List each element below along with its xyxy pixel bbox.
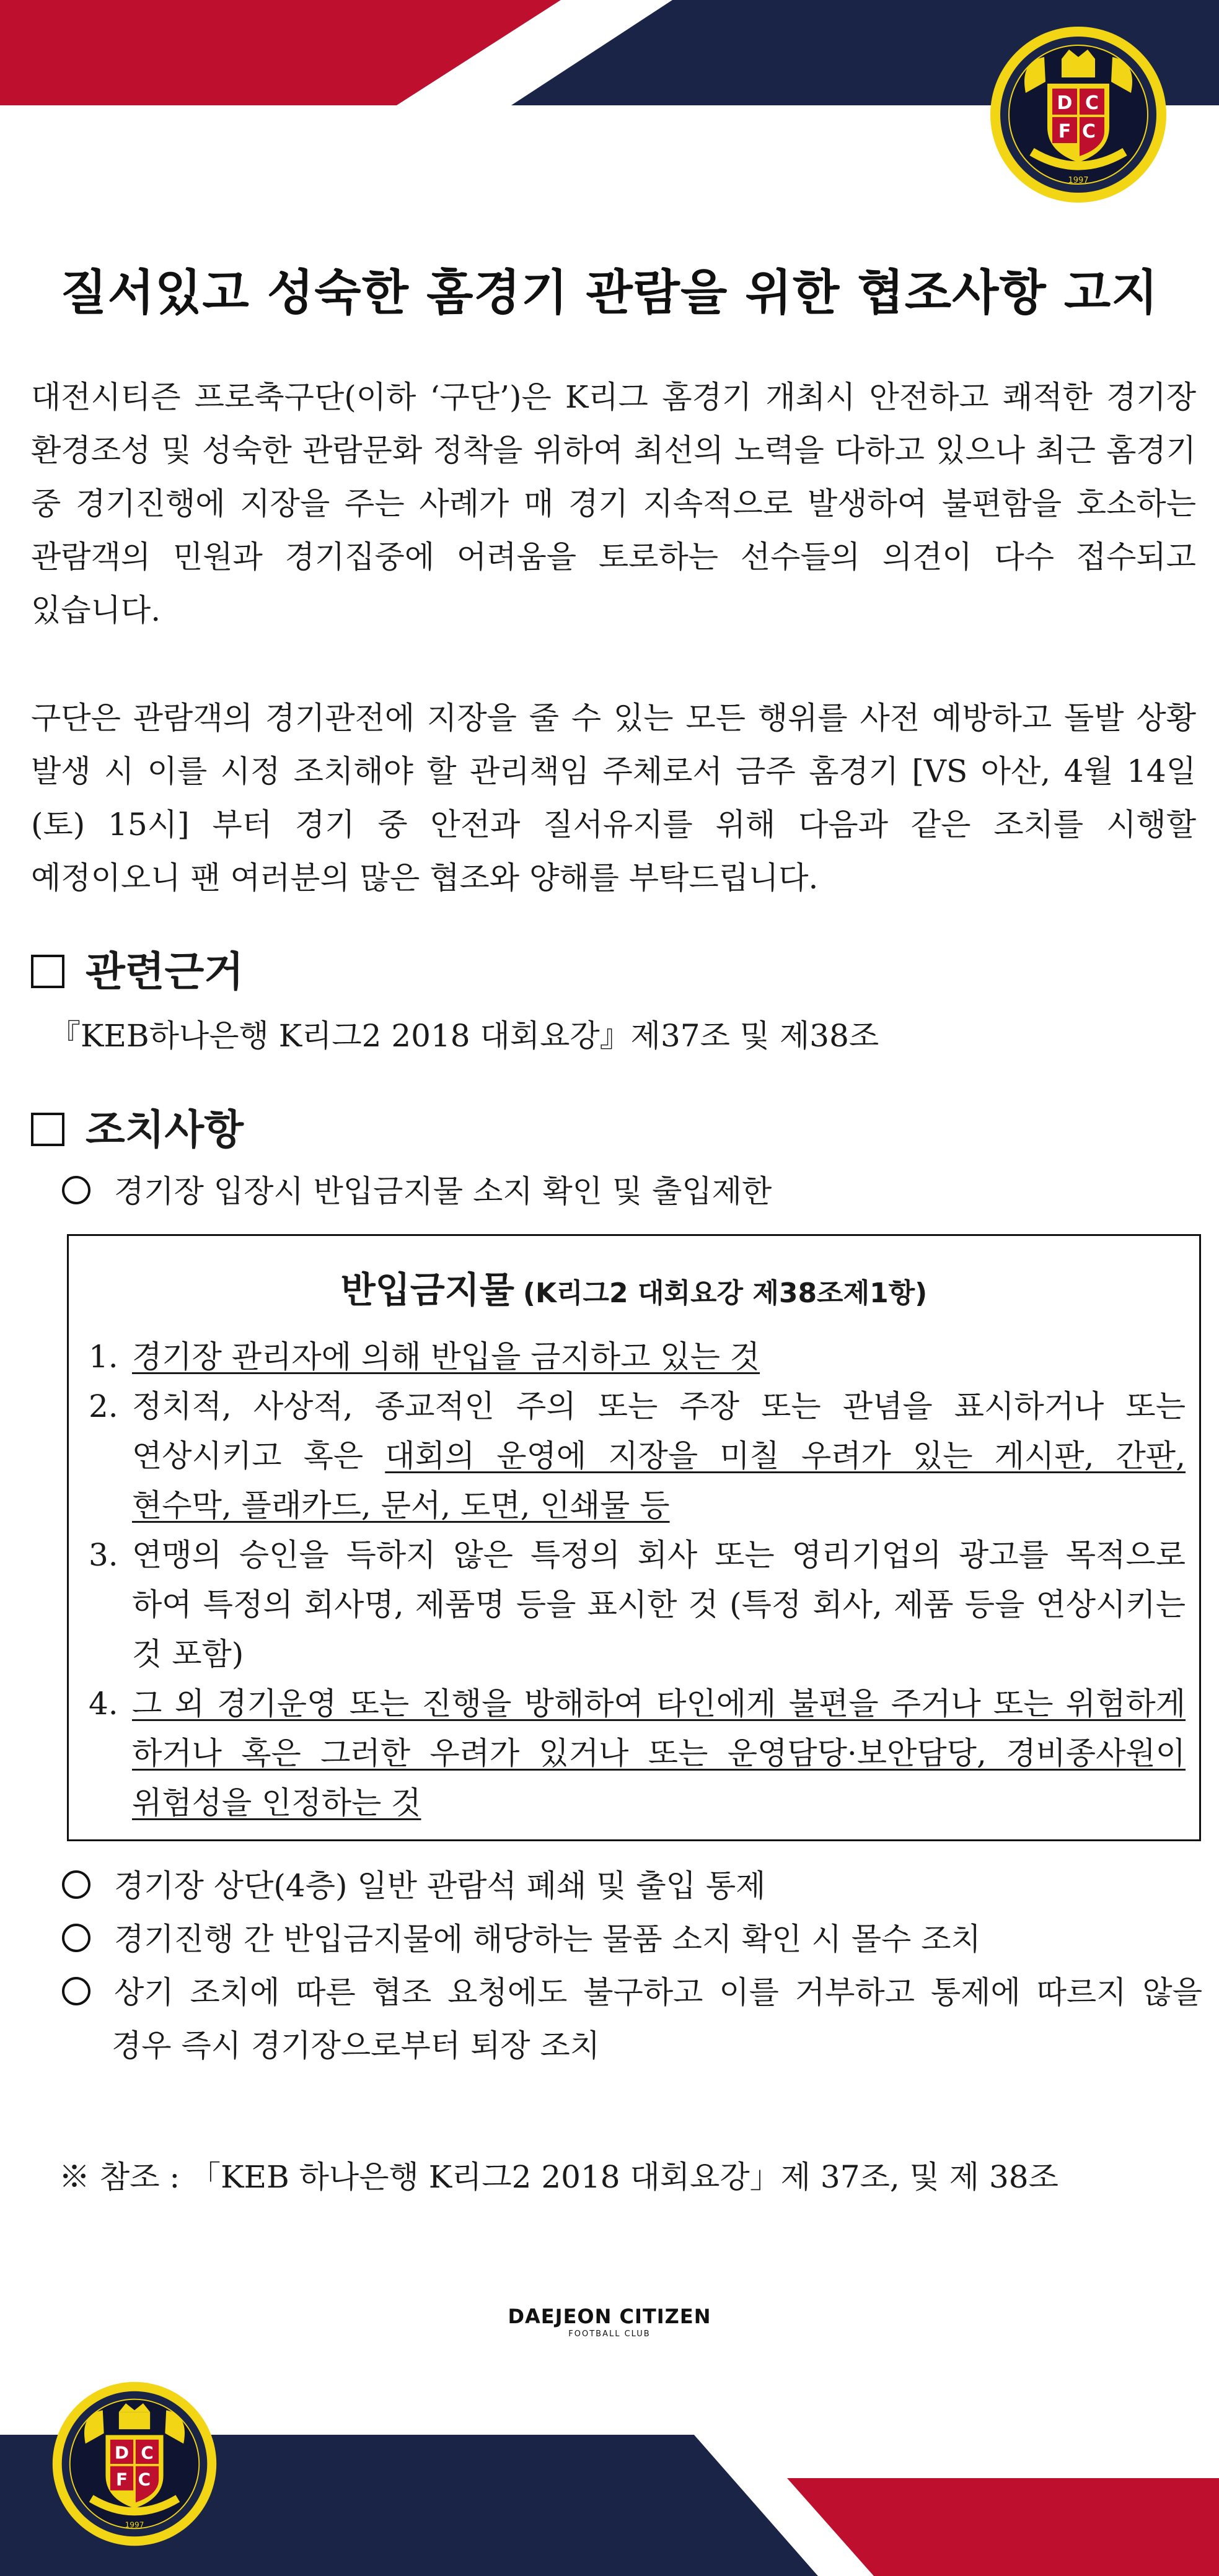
item-text — [132, 1530, 1186, 1679]
notice-paragraph: 구단은 관람객의 경기관전에 지장을 줄 수 있는 모든 행위를 사전 예방하고 돌발 상황 발생 시 이를 시정 조치해야 할 관리책임 주체로서 금주 홈경기 [VS 아산, 4월 14일(토) 15시] 부터 경기 중 안전과 질서유지를 위해 다음과 같은 조치를 시행할 예정이오니 팬 여러분의 많은 협조와 양해를 부탁드립니다. — [31, 700, 1196, 896]
intro-paragraph: 대전시티즌 프로축구단(이하 ‘구단’)은 K리그 홈경기 개최시 안전하고 쾌적한 경기장 환경조성 및 성숙한 관람문화 정착을 위하여 최선의 노력을 다하고 있으나 최근 홈경기 중 경기진행에 지장을 주는 사례가 매 경기 지속적으로 발생하여 불편함을 호소하는 관람객의 민원과 경기집중에 어려움을 토로하는 선수들의 의견이 다수 접수되고 있습니다. — [31, 379, 1196, 628]
prohibited-item — [89, 1530, 1186, 1679]
circle-bullet-icon — [62, 1176, 90, 1204]
item-text — [132, 1332, 1186, 1382]
section-measures-heading: 조치사항 — [31, 1097, 244, 1155]
item-number: 3. — [89, 1537, 118, 1573]
svg-text:C: C — [1085, 92, 1099, 114]
svg-text:C: C — [138, 2469, 151, 2490]
svg-text:D: D — [1057, 92, 1073, 114]
circle-bullet-icon — [62, 1870, 90, 1899]
underlined-text: 대회의 운영에 지장을 미칠 우려가 있는 게시판, 간판, 현수막, 플래카드, 문서, 도면, 인쇄물 등 — [132, 1438, 1186, 1523]
box-title: 반입금지물 (K리그2 대회요강 제38조제1항) — [340, 1269, 928, 1311]
measure-item: 상기 조치에 따른 협조 요청에도 불구하고 이를 거부하고 통제에 따르지 않을 경우 즉시 경기장으로부터 퇴장 조치 — [62, 1966, 1202, 2072]
basis-text: 『KEB하나은행 K리그2 2018 대회요강』제37조 및 제38조 — [50, 1018, 879, 1054]
underlined-text: 그 외 경기운영 또는 진행을 방해하여 타인에게 불편을 주거나 또는 위험하게 하거나 혹은 그러한 우려가 있거나 또는 운영담당·보안담당, 경비종사원이 위험성을 인정하는 것 — [132, 1686, 1186, 1821]
svg-text:C: C — [141, 2442, 154, 2463]
measure-item: 경기장 입장시 반입금지물 소지 확인 및 출입제한 — [62, 1165, 1202, 1218]
prohibited-items-box — [67, 1234, 1201, 1841]
prohibited-item — [89, 1332, 1186, 1382]
circle-bullet-icon — [62, 1924, 90, 1952]
item-number: 1. — [89, 1339, 118, 1375]
section-basis-heading: 관련근거 — [31, 939, 244, 997]
underlined-text: 경기장 관리자에 의해 반입을 금지하고 있는 것 — [132, 1339, 760, 1375]
reference-note: ※ 참조 : 「KEB 하나은행 K리그2 2018 대회요강」제 37조, 및 제 38조 — [59, 2159, 1058, 2195]
svg-text:1997: 1997 — [1068, 176, 1089, 185]
club-crest-logo-top — [988, 25, 1168, 204]
item-text — [132, 1382, 1186, 1530]
item-text-part: 연맹의 승인을 득하지 않은 특정의 회사 또는 영리기업의 광고를 목적으로 하여 특정의 회사명, 제품명 등을 표시한 것 (특정 회사, 제품 등을 연상시키는 것 포함) — [132, 1537, 1186, 1672]
item-number: 2. — [89, 1388, 118, 1424]
svg-text:1997: 1997 — [125, 2520, 144, 2530]
circle-bullet-icon — [62, 1977, 90, 2005]
svg-text:D: D — [114, 2442, 130, 2463]
measure-item: 경기장 상단(4층) 일반 관람석 폐쇄 및 출입 통제 — [62, 1859, 1202, 1912]
item-number: 4. — [89, 1686, 118, 1722]
square-bullet-icon — [31, 1113, 64, 1146]
svg-text:F: F — [115, 2469, 128, 2490]
measure-item: 경기진행 간 반입금지물에 해당하는 물품 소지 확인 시 몰수 조치 — [62, 1912, 1202, 1966]
item-text — [132, 1679, 1186, 1828]
brand-wordmark: DAEJEON CITIZEN FOOTBALL CLUB — [508, 2305, 711, 2339]
prohibited-item — [89, 1679, 1186, 1828]
prohibited-items-list — [89, 1332, 1186, 1828]
svg-text:C: C — [1081, 121, 1096, 142]
square-bullet-icon — [31, 955, 64, 988]
club-crest-logo-bottom — [51, 2380, 218, 2548]
page-title: 질서있고 성숙한 홈경기 관람을 위한 협조사항 고지 — [60, 265, 1159, 321]
prohibited-item — [89, 1382, 1186, 1530]
item-text-part: 정치적, 사상적, 종교적인 주의 또는 주장 또는 관념을 표시하거나 또는 연상시키고 혹은 — [132, 1388, 1186, 1474]
svg-text:F: F — [1058, 121, 1072, 142]
